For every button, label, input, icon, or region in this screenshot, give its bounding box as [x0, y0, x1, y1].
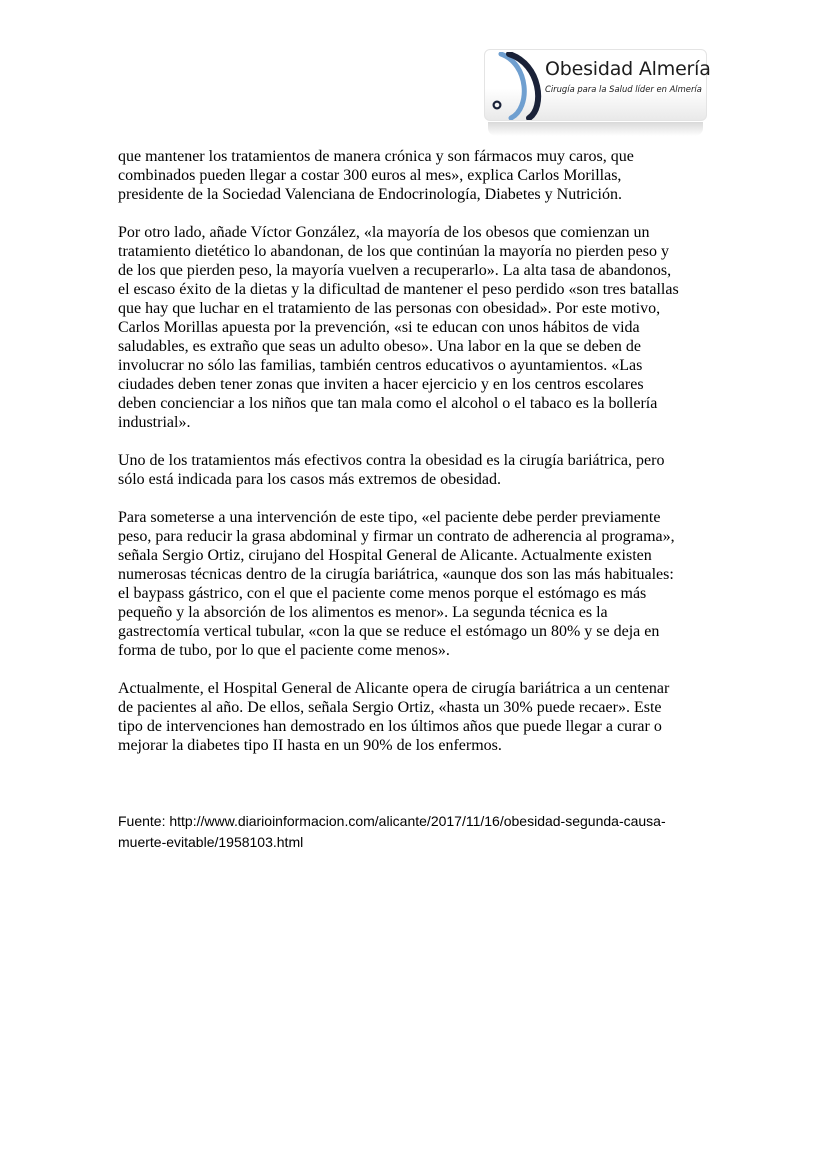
text-line: Uno de los tratamientos más efectivos contra la obesidad es la cirugía bariátrica, pero	[118, 452, 665, 469]
text-line: Carlos Morillas apuesta por la prevención, «si te educan con unos hábitos de vida	[118, 319, 640, 336]
text-line: de pacientes al año. De ellos, señala Sergio Ortiz, «hasta un 30% puede recaer». Este	[118, 699, 662, 716]
text-line: que mantener los tratamientos de manera crónica y son fármacos muy caros, que	[118, 148, 634, 165]
text-line: el escaso éxito de la dietas y la dificultad de mantener el peso perdido «son tres batallas	[118, 281, 679, 298]
text-line: que hay que luchar en el tratamiento de las personas con obesidad». Por este motivo,	[118, 300, 661, 317]
logo-subtitle: Cirugía para la Salud líder en Almería	[545, 84, 702, 94]
source-line: muerte-evitable/1958103.html	[118, 834, 304, 850]
logo-box	[484, 49, 711, 121]
source-line: Fuente: http://www.diarioinformacion.com/alicante/2017/11/16/obesidad-segunda-causa-	[118, 813, 666, 829]
logo-mark-icon	[489, 52, 545, 120]
text-line: de los que pierden peso, la mayoría vuelven a recuperarlo». La alta tasa de abandonos,	[118, 262, 672, 279]
paragraph	[118, 679, 718, 755]
paragraph	[118, 508, 718, 660]
text-line: Actualmente, el Hospital General de Alicante opera de cirugía bariátrica a un centenar	[118, 680, 670, 697]
article-body	[118, 147, 718, 774]
text-line: saludables, es extraño que seas un adulto obeso». Una labor en la que se deben de	[118, 338, 641, 355]
text-line: Por otro lado, añade Víctor González, «la mayoría de los obesos que comienzan un	[118, 224, 650, 241]
source-note	[118, 811, 718, 853]
text-line: señala Sergio Ortiz, cirujano del Hospital General de Alicante. Actualmente existen	[118, 547, 652, 564]
text-line: mejorar la diabetes tipo II hasta en un 90% de los enfermos.	[118, 737, 502, 754]
text-line: pequeño y la absorción de los alimentos es menor». La segunda técnica es la	[118, 604, 608, 621]
text-line: deben concienciar a los niños que tan mala como el alcohol o el tabaco es la bollería	[118, 395, 658, 412]
text-line: forma de tubo, por lo que el paciente come menos».	[118, 642, 450, 659]
text-line: peso, para reducir la grasa abdominal y firmar un contrato de adherencia al programa»,	[118, 528, 675, 545]
text-line: sólo está indicada para los casos más extremos de obesidad.	[118, 471, 501, 488]
text-line: presidente de la Sociedad Valenciana de Endocrinología, Diabetes y Nutrición.	[118, 186, 622, 203]
logo-reflection	[488, 122, 703, 136]
logo-title: Obesidad Almería	[545, 58, 711, 80]
text-line: numerosas técnicas dentro de la cirugía bariátrica, «aunque dos son las más habituales:	[118, 566, 674, 583]
paragraph	[118, 147, 718, 204]
text-line: combinados pueden llegar a costar 300 euros al mes», explica Carlos Morillas,	[118, 167, 622, 184]
text-line: el baypass gástrico, con el que el paciente come menos porque el estómago es más	[118, 585, 647, 602]
paragraph	[118, 451, 718, 489]
text-line: Para someterse a una intervención de este tipo, «el paciente debe perder previamente	[118, 509, 661, 526]
text-line: tipo de intervenciones han demostrado en los últimos años que puede llegar a curar o	[118, 718, 662, 735]
text-line: tratamiento dietético lo abandonan, de los que continúan la mayoría no pierden peso y	[118, 243, 669, 260]
paragraph	[118, 223, 718, 432]
logo	[484, 49, 711, 139]
text-line: involucrar no sólo las familias, también centros educativos o ayuntamientos. «Las	[118, 357, 643, 374]
text-line: ciudades deben tener zonas que inviten a hacer ejercicio y en los centros escolares	[118, 376, 644, 393]
text-line: gastrectomía vertical tubular, «con la que se reduce el estómago un 80% y se deja en	[118, 623, 660, 640]
text-line: industrial».	[118, 414, 191, 431]
